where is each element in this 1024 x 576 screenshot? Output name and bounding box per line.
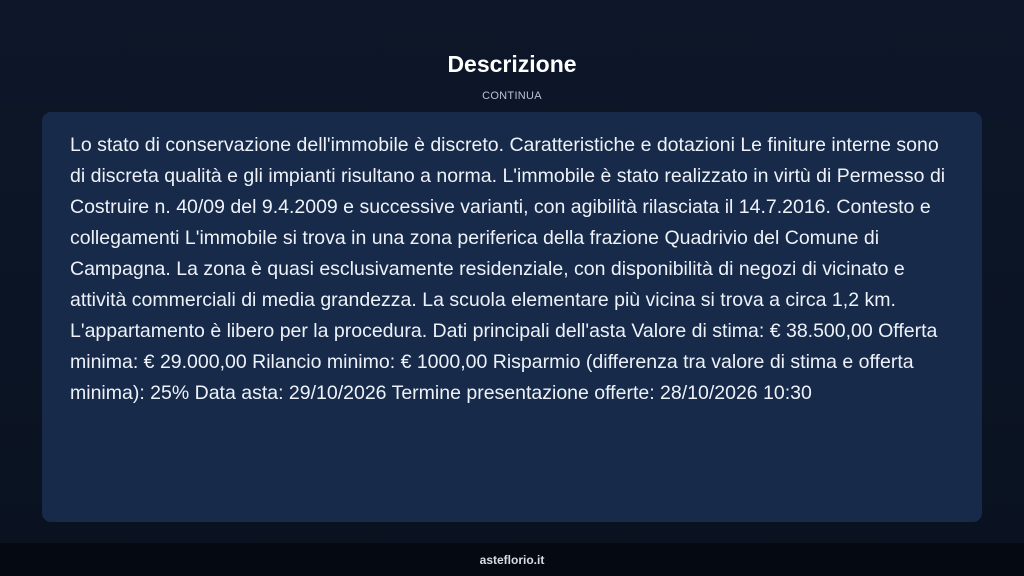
page-title: Descrizione <box>447 51 577 77</box>
footer-brand: asteflorio.it <box>479 553 545 567</box>
footer-bar <box>0 543 1024 576</box>
description-text: Lo stato di conservazione dell'immobile è discreto. Caratteristiche e dotazioni Le finiture interne sono di discreta qualità e gli impianti risultano a norma. L'immobile è stato realizzato in virtù di Permesso di Costruire n. 40/09 del 9.4.2009 e successive varianti, con agibilità rilasciata il 14.7.2016. Contesto e collegamenti L'immobile si trova in una zona periferica della frazione Quadrivio del Comune di Campagna. La zona è quasi esclusivamente residenziale, con disponibilità di negozi di vicinato e attività commerciali di media grandezza. La scuola elementare più vicina si trova a circa 1,2 km. L'appartamento è libero per la procedura. Dati principali dell'asta Valore di stima: € 38.500,00 Offerta minima: € 29.000,00 Rilancio minimo: € 1000,00 Risparmio (differenza tra valore di stima e offerta minima): 25% Data asta: 29/10/2026 Termine presentazione offerte: 28/10/2026 10:30 <box>70 134 946 404</box>
continue-label: CONTINUA <box>482 90 542 102</box>
description-card <box>42 112 982 522</box>
